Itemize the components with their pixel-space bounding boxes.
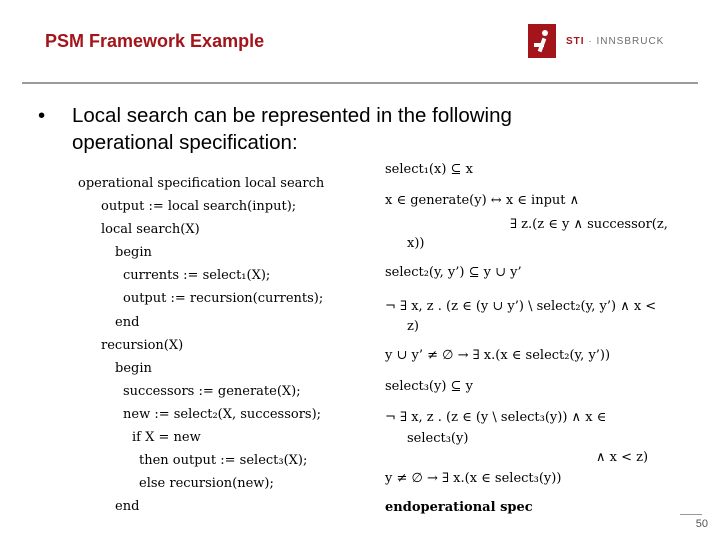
code-line: begin bbox=[115, 360, 152, 376]
formula-line: z) bbox=[407, 319, 419, 334]
formula-line: ¬ ∃ x, z . (z ∈ (y \ select₃(y)) ∧ x ∈ bbox=[385, 410, 607, 425]
formula-line: y ∪ y’ ≠ ∅ → ∃ x.(x ∈ select₂(y, y’)) bbox=[385, 348, 611, 363]
bullet-text: Local search can be represented in the following operational specification: bbox=[72, 104, 512, 154]
formula-line: select₁(x) ⊆ x bbox=[385, 162, 473, 177]
code-line: then output := select₃(X); bbox=[139, 453, 308, 469]
code-line: local search(X) bbox=[101, 222, 200, 238]
formula-line: select₃(y) bbox=[407, 431, 469, 446]
sti-logo-icon bbox=[528, 24, 556, 58]
code-line: currents := select₁(X); bbox=[123, 268, 271, 284]
logo-place: INNSBRUCK bbox=[596, 35, 665, 47]
code-line: end bbox=[115, 314, 140, 330]
sti-innsbruck-logo bbox=[528, 24, 664, 58]
bullet-point bbox=[38, 102, 598, 156]
slide-title: PSM Framework Example bbox=[45, 31, 265, 51]
formula-line: select₃(y) ⊆ y bbox=[385, 379, 473, 394]
code-line: new := select₂(X, successors); bbox=[123, 406, 322, 422]
footer-rule bbox=[680, 514, 702, 515]
code-line: output := recursion(currents); bbox=[123, 291, 324, 307]
formula-line: y ≠ ∅ → ∃ x.(x ∈ select₃(y)) bbox=[385, 471, 562, 486]
operational-spec-pseudocode bbox=[78, 172, 378, 518]
code-line: if X = new bbox=[132, 430, 201, 446]
logo-brand: STI bbox=[566, 35, 585, 47]
header-divider bbox=[22, 82, 698, 84]
code-line: successors := generate(X); bbox=[123, 383, 301, 399]
formula-line: ∧ x < z) bbox=[596, 450, 649, 465]
formula-line: endoperational spec bbox=[385, 500, 533, 515]
bullet-icon: • bbox=[38, 104, 46, 127]
logo-text bbox=[566, 36, 664, 47]
formula-line: x)) bbox=[407, 236, 425, 251]
code-line: begin bbox=[115, 245, 152, 261]
formula-line: select₂(y, y’) ⊆ y ∪ y’ bbox=[385, 265, 522, 280]
logo-separator: · bbox=[584, 35, 597, 47]
formula-line: x ∈ generate(y) ↔ x ∈ input ∧ bbox=[385, 193, 580, 208]
formula-line: ∃ z.(z ∈ y ∧ successor(z, bbox=[510, 217, 668, 232]
formula-line: ¬ ∃ x, z . (z ∈ (y ∪ y’) \ select₂(y, y’) ∧ x < bbox=[385, 299, 657, 314]
page-number: 50 bbox=[695, 518, 708, 530]
code-line: output := local search(input); bbox=[101, 199, 297, 215]
code-line: else recursion(new); bbox=[139, 476, 274, 492]
code-line: recursion(X) bbox=[101, 337, 184, 353]
code-line: operational specification local search bbox=[78, 176, 325, 191]
code-line: end bbox=[115, 499, 140, 515]
